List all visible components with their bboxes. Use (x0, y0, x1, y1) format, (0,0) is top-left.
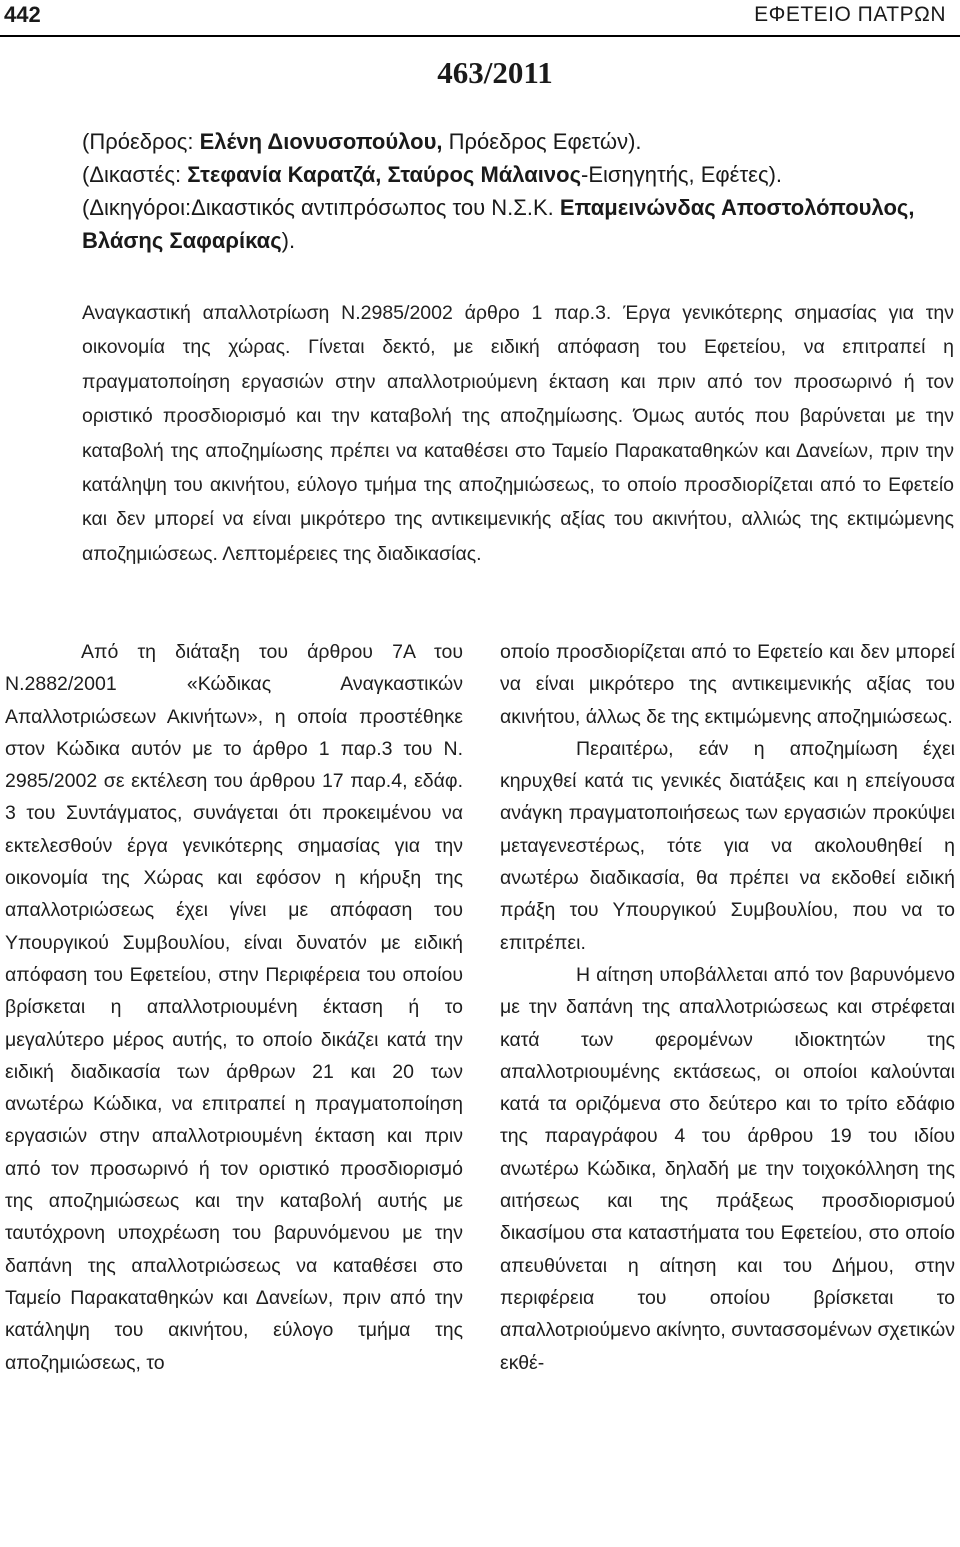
lawyers-names: Επαμεινώνδας Αποστολόπουλος, Βλάσης Σαφαρίκας (82, 195, 915, 253)
headnote-text: Γίνεται δεκτό, με ειδική απόφαση του Εφετείου, να επιτραπεί η πραγματοποίηση εργασιών στην απαλλοτριούμενη έκταση και πριν από τον προσωρινό ή τον οριστικό προσδιορισμό και την καταβολή της αποζημίωσης. Όμως αυτός που βαρύνεται με την καταβολή της αποζημίωσης πρέπει να καταθέσει στο Ταμείο Παρακαταθηκών και Δανείων, πριν την κατάληψη του ακινήτου, εύλογο τμήμα της αποζημιώσεως, το οποίο προσδιορίζεται από το Εφετείο και δεν μπορεί να είναι μικρότερο της αντικειμενικής αξίας του ακινήτου, αλλιώς της εκτιμώμενης αποζημιώσεως. Λεπτομέρειες της διαδικασίας. (82, 336, 954, 565)
judges-names: Στεφανία Καρατζά, Σταύρος Μάλαινος (187, 162, 582, 187)
right-paragraph-2: Περαιτέρω, εάν η αποζημίωση έχει κηρυχθεί κατά τις γενικές διατάξεις και η επείγουσα ανάγκη πραγματοποιήσεως των εργασιών προκύψει μεταγενεστέρως, τότε για να ακολουθηθεί η ανωτέρω διαδικασία, θα πρέπει να εκδοθεί ειδική πράξη του Υπουργικού Συμβουλίου, που να το επιτρέπει. (500, 737, 955, 954)
judges-roles: -Εισηγητής, Εφέτες). (581, 162, 783, 187)
right-column (500, 636, 955, 1379)
lawyers-close: ). (281, 228, 296, 253)
running-head: ΕΦΕΤΕΙΟ ΠΑΤΡΩΝ (754, 3, 946, 26)
case-number: 463/2011 (437, 55, 553, 90)
right-paragraph-1: οποίο προσδιορίζεται από το Εφετείο και δεν μπορεί να είναι μικρότερο της αντικειμενικής αξίας του ακινήτου, άλλως δε της εκτιμώμενης αποζημιώσεως. (500, 641, 955, 728)
court-composition (82, 125, 942, 257)
header-rule (0, 35, 960, 37)
lawyers-label: (Δικηγόροι:Δικαστικός αντιπρόσωπος του Ν.Σ.Κ. (82, 195, 560, 220)
left-column (5, 636, 463, 1379)
presiding-label: (Πρόεδρος: (82, 129, 200, 154)
presiding-judge-line (82, 125, 942, 158)
judges-label: (Δικαστές: (82, 162, 188, 187)
headnote-topic: Αναγκαστική απαλλοτρίωση Ν.2985/2002 άρθρο 1 παρ.3. Έργα γενικότερης σημασίας για την οικονομία της χώρας. (82, 302, 954, 359)
page-number: 442 (4, 2, 41, 27)
left-paragraph-1: Από τη διάταξη του άρθρου 7Α του Ν.2882/2001 «Κώδικας Αναγκαστικών Απαλλοτριώσεων Ακινήτων», η οποία προστέθηκε στον Κώδικα αυτόν με το άρθρο 1 παρ.3 του Ν. 2985/2002 σε εκτέλεση του άρθρου 17 παρ.4, εδάφ. 3 του Συντάγματος, συνάγεται ότι προκειμένου να εκτελεσθούν έργα γενικότερης σημασίας για την οικονομία της Χώρας και εφόσον η κήρυξη της απαλλοτριώσεως έχει γίνει με απόφαση του Υπουργικού Συμβουλίου, είναι δυνατόν με ειδική απόφαση του Εφετείου, στην Περιφέρεια του οποίου βρίσκεται η απαλλοτριουμένη έκταση ή το μεγαλύτερο μέρος αυτής, το οποίο δικάζει κατά την ειδική διαδικασία των άρθρων 21 και 20 των ανωτέρω Κώδικα, να επιτραπεί η πραγματοποίηση εργασιών στην απαλλοτριουμένη έκταση και πριν από τον προσωρινό ή τον οριστικό προσδιορισμό της αποζημιώσεως και την καταβολή αυτής με ταυτόχρονη υποχρέωση του βαρυνόμενου με την δαπάνη της απαλλοτριώσεως να καταθέσει στο Ταμείο Παρακαταθηκών και Δανείων, πριν από την κατάληψη του ακινήτου, εύλογο τμήμα της αποζημιώσεως, το (5, 641, 463, 1374)
lawyers-line (82, 191, 942, 257)
page-header (0, 0, 960, 32)
right-paragraph-3: Η αίτηση υποβάλλεται από τον βαρυνόμενο με την δαπάνη της απαλλοτριώσεως και στρέφεται κατά των φερομένων ιδιοκτητών της απαλλοτριουμένης εκτάσεως, οι οποίοι καλούνται κατά τα οριζόμενα στο δεύτερο και το τρίτο εδάφιο της παραγράφου 4 του άρθρου 19 του ιδίου ανωτέρω Κώδικα, δηλαδή με την τοιχοκόλληση της αιτήσεως και της πράξεως προσδιορισμού δικασίμου στα καταστήματα του Εφετείου, στο οποίο απευθύνεται η αίτηση και του Δήμου, στην περιφέρεια του οποίου βρίσκεται το απαλλοτριούμενο ακίνητο, συντασσομένων σχετικών εκθέ- (500, 963, 955, 1374)
judges-line (82, 158, 942, 191)
presiding-name: Ελένη Διονυσοπούλου, (199, 129, 443, 154)
headnote-summary (82, 296, 954, 571)
presiding-title: Πρόεδρος Εφετών). (442, 129, 642, 154)
